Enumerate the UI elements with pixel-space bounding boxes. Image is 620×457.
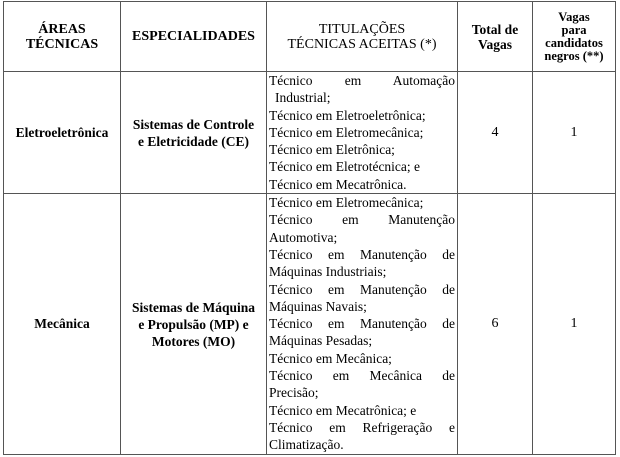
header-titulacoes-line: TITULAÇÕES — [318, 21, 406, 37]
header-especialidades: ESPECIALIDADES — [121, 2, 267, 72]
titulacao-line: Precisão; — [269, 385, 319, 401]
titulacao-line: Técnico em Manutenção de — [269, 316, 455, 332]
titulacao-line: Técnico em Manutenção — [269, 212, 455, 228]
total-vagas-cell: 4 — [458, 72, 533, 194]
especialidade-line: Sistemas de Máquina — [131, 299, 256, 315]
titulacao-line: Industrial; — [275, 90, 331, 106]
vacancies-table — [3, 1, 616, 455]
header-total-line: Total de — [471, 21, 519, 37]
area-cell: Mecânica — [4, 194, 121, 455]
especialidade-line: e Propulsão (MP) e — [138, 316, 249, 332]
titulacao-line: Técnico em Eletrônica; — [269, 142, 395, 158]
header-titulacoes-line: TÉCNICAS ACEITAS (*) — [287, 36, 437, 52]
titulacao-line: Técnico em Mecânica; — [269, 350, 392, 366]
vagas-negros-cell: 1 — [533, 72, 616, 194]
header-titulacoes — [267, 2, 458, 72]
titulacao-line: Automotiva; — [269, 229, 338, 245]
table-row — [4, 194, 616, 455]
titulacao-line: Técnico em Eletromecânica; — [269, 124, 424, 140]
titulacoes-cell — [267, 194, 458, 455]
titulacao-line: Técnico em Mecatrônica; e — [269, 402, 417, 418]
table-row — [4, 72, 616, 194]
header-vagas-line: para — [561, 22, 587, 37]
especialidade-cell — [121, 72, 267, 194]
titulacao-line: Técnico em Refrigeração e — [269, 419, 455, 435]
titulacoes-cell — [267, 72, 458, 194]
header-total — [458, 2, 533, 72]
header-vagas-line: Vagas — [558, 9, 590, 24]
header-vagas-line: negros (**) — [544, 48, 604, 63]
header-vagas-line: candidatos — [545, 35, 603, 50]
especialidade-cell — [121, 194, 267, 455]
especialidade-line: Sistemas de Controle — [132, 116, 255, 132]
titulacao-line: Técnico em Mecatrônica. — [269, 176, 407, 192]
header-vagas-negros — [533, 2, 616, 72]
header-row — [4, 2, 616, 72]
titulacao-line: Técnico em Manutenção de — [269, 281, 455, 297]
header-total-line: Vagas — [477, 36, 512, 52]
titulacao-line: Climatização. — [269, 437, 344, 453]
header-areas-line: ÁREAS — [38, 21, 86, 37]
header-areas-line: TÉCNICAS — [25, 36, 99, 52]
titulacao-line: Técnico em Manutenção de — [269, 246, 455, 262]
total-vagas-cell: 6 — [458, 194, 533, 455]
area-cell: Eletroeletrônica — [4, 72, 121, 194]
titulacao-line: Máquinas Industriais; — [269, 264, 387, 280]
titulacao-line: Técnico em Mecânica de — [269, 368, 455, 384]
titulacao-line: Técnico em Automação — [269, 73, 455, 88]
titulacao-line: Técnico em Eletroeletrônica; — [269, 107, 426, 123]
titulacao-line: Máquinas Navais; — [269, 298, 367, 314]
titulacao-line: Máquinas Pesadas; — [269, 333, 373, 349]
titulacao-line: Técnico em Eletromecânica; — [269, 195, 424, 211]
header-areas — [4, 2, 121, 72]
titulacao-line: Técnico em Eletrotécnica; e — [269, 159, 421, 175]
especialidade-line: Motores (MO) — [151, 333, 236, 349]
especialidade-line: e Eletricidade (CE) — [138, 133, 249, 149]
vagas-negros-cell: 1 — [533, 194, 616, 455]
